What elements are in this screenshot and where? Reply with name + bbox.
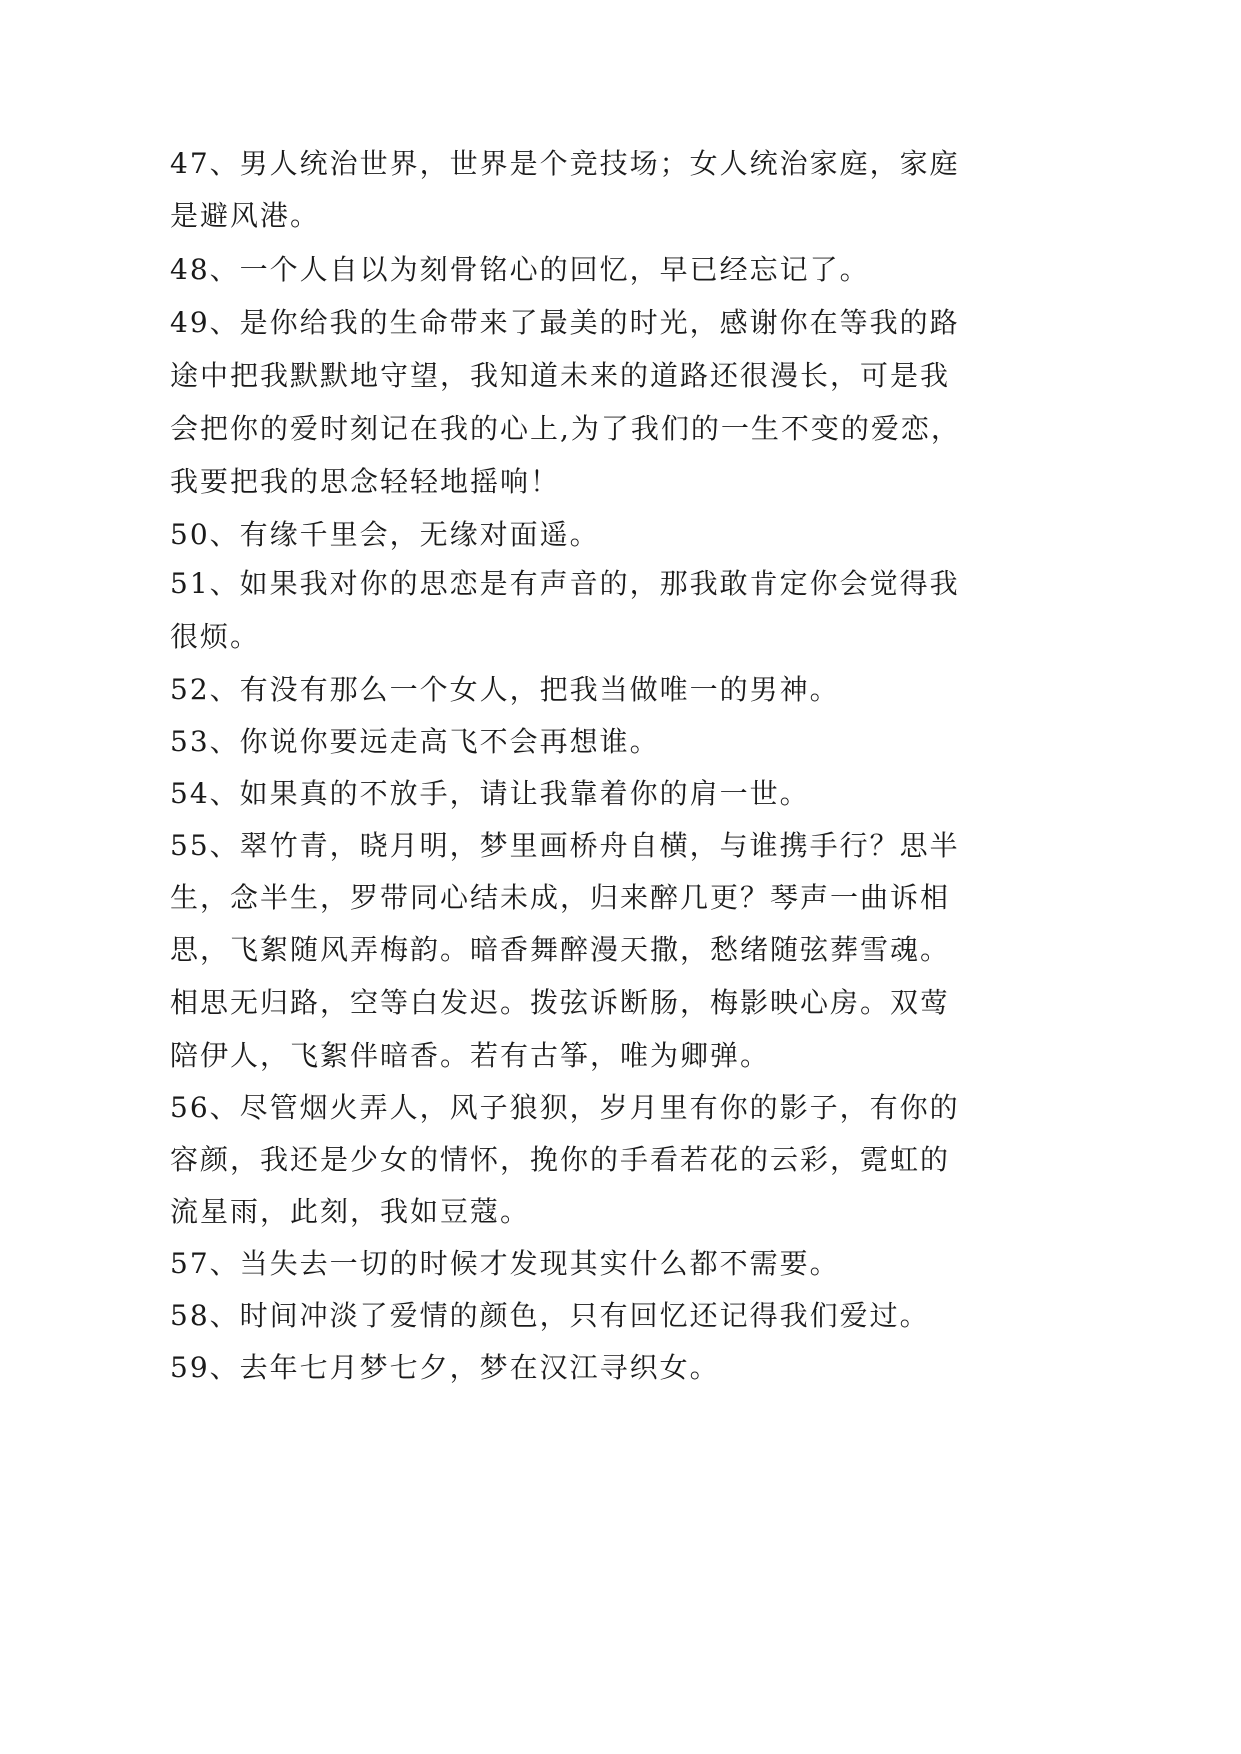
text-line-17: 相思无归路，空等白发迟。拨弦诉断肠，梅影映心房。双莺 (170, 986, 951, 1019)
text-line-14: 55、翠竹青，晓月明，梦里画桥舟自横，与谁携手行？思半 (170, 829, 960, 862)
text-line-16: 思，飞絮随风弄梅韵。暗香舞醉漫天撒，愁绪随弦葬雪魂。 (170, 933, 951, 966)
text-line-12: 53、你说你要远走高飞不会再想谁。 (170, 725, 660, 758)
text-line-5: 途中把我默默地守望，我知道未来的道路还很漫长，可是我 (170, 359, 951, 392)
text-line-7: 我要把我的思念轻轻地摇响！ (170, 465, 561, 498)
text-line-10: 很烦。 (170, 620, 261, 653)
text-line-22: 57、当失去一切的时候才发现其实什么都不需要。 (170, 1247, 840, 1280)
text-line-21: 流星雨，此刻，我如豆蔻。 (170, 1195, 531, 1228)
text-line-23: 58、时间冲淡了爱情的颜色，只有回忆还记得我们爱过。 (170, 1299, 930, 1332)
text-line-15: 生，念半生，罗带同心结未成，归来醉几更？琴声一曲诉相 (170, 881, 951, 914)
text-line-2: 是避风港。 (170, 199, 321, 232)
text-line-24: 59、去年七月梦七夕，梦在汉江寻织女。 (170, 1351, 720, 1384)
text-line-9: 51、如果我对你的思恋是有声音的，那我敢肯定你会觉得我 (170, 567, 960, 600)
text-line-1: 47、男人统治世界，世界是个竞技场；女人统治家庭，家庭 (170, 147, 960, 180)
text-line-13: 54、如果真的不放手，请让我靠着你的肩一世。 (170, 777, 810, 810)
text-line-6: 会把你的爱时刻记在我的心上,为了我们的一生不变的爱恋， (170, 412, 961, 445)
text-line-20: 容颜，我还是少女的情怀，挽你的手看若花的云彩，霓虹的 (170, 1143, 951, 1176)
text-line-18: 陪伊人，飞絮伴暗香。若有古筝，唯为卿弹。 (170, 1039, 771, 1072)
text-line-4: 49、是你给我的生命带来了最美的时光，感谢你在等我的路 (170, 306, 960, 339)
text-line-19: 56、尽管烟火弄人，风子狼狈，岁月里有你的影子，有你的 (170, 1091, 960, 1124)
text-line-8: 50、有缘千里会，无缘对面遥。 (170, 518, 600, 551)
text-line-11: 52、有没有那么一个女人，把我当做唯一的男神。 (170, 673, 840, 706)
text-line-3: 48、一个人自以为刻骨铭心的回忆，早已经忘记了。 (170, 253, 870, 286)
